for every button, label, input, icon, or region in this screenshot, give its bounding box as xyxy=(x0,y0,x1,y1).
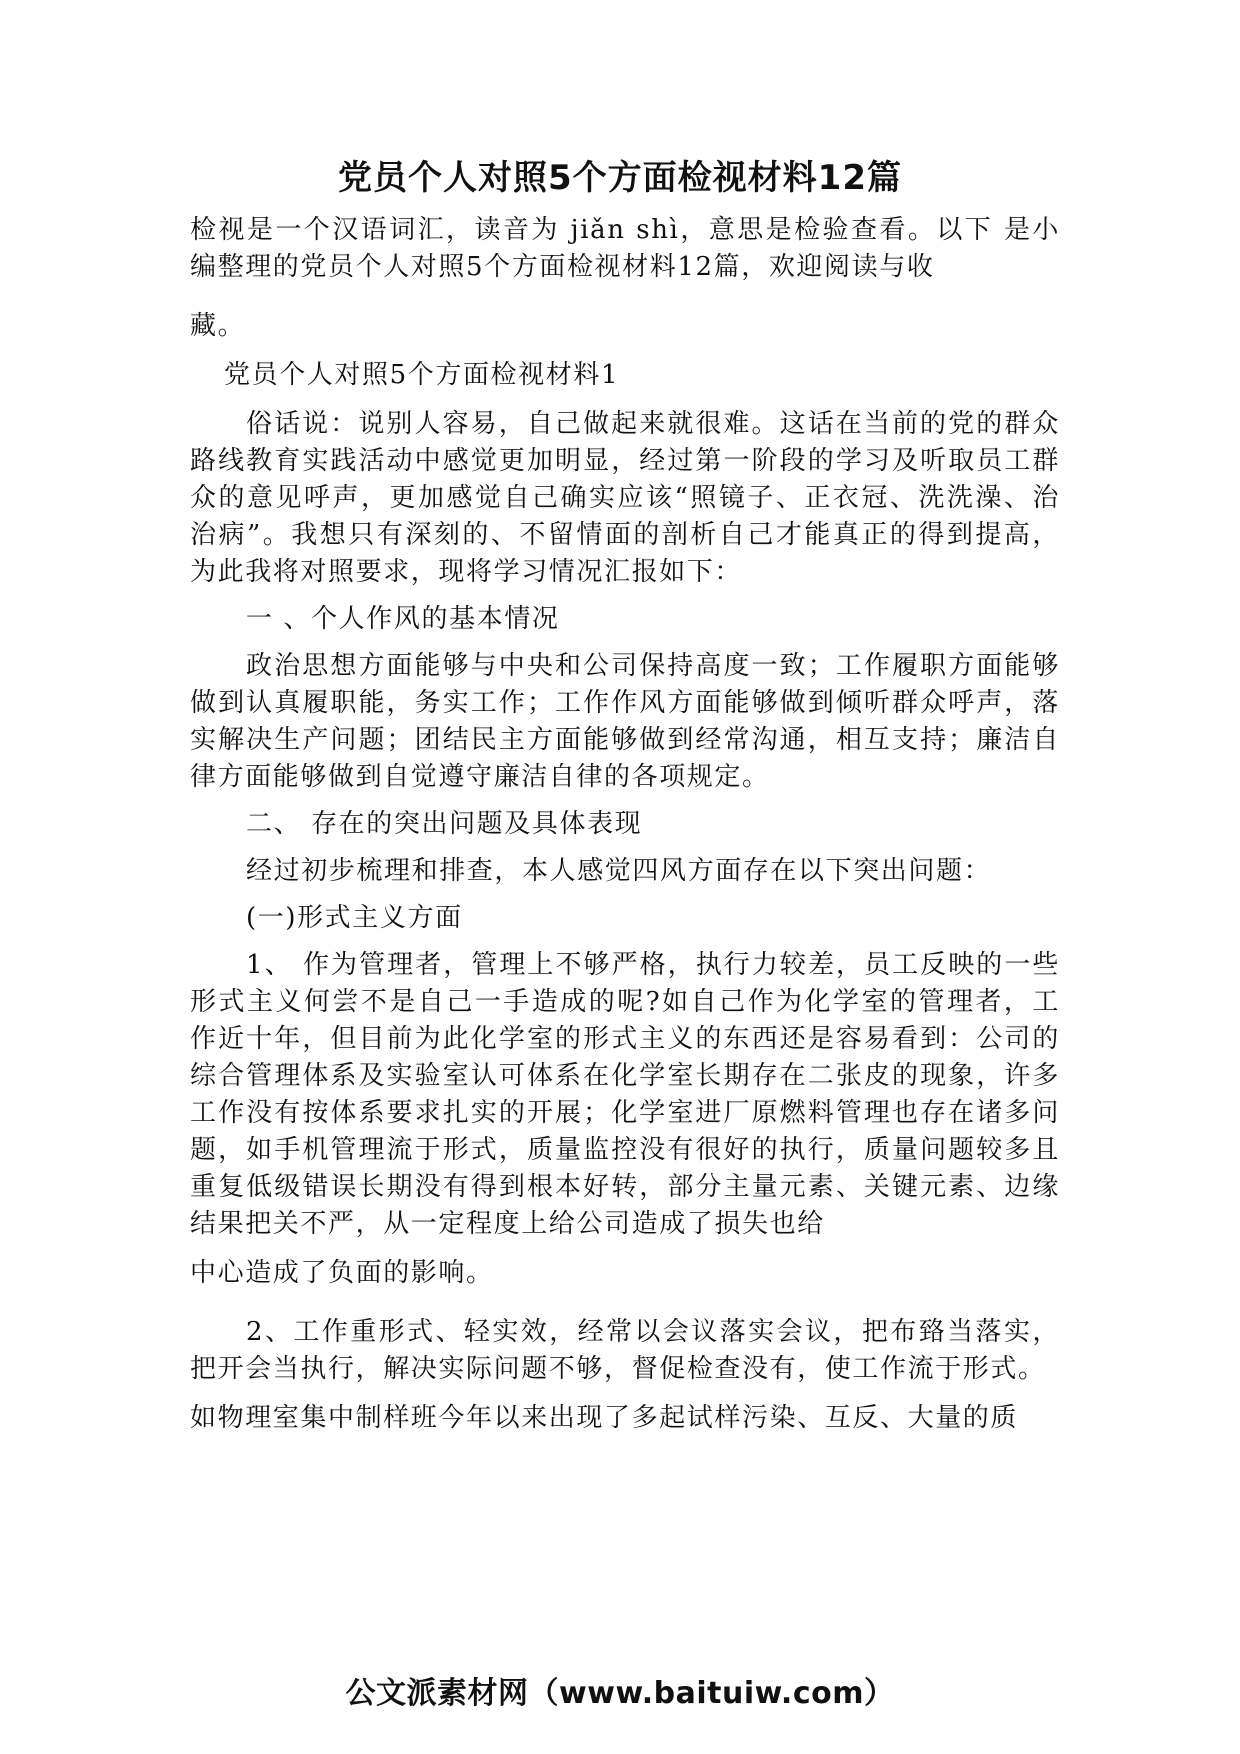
intro-paragraph: 检视是一个汉语词汇，读音为 jiǎn shì，意思是检验查看。以下 是小编整理的党员个人对照5个方面检视材料12篇，欢迎阅读与收 xyxy=(190,215,1060,282)
body-paragraph: 2、工作重形式、轻实效，经常以会议落实会议，把布臵当落实，把开会当执行，解决实际问题不够，督促检查没有，使工作流于形式。 xyxy=(190,1317,1060,1384)
body-paragraph: 政治思想方面能够与中央和公司保持高度一致；工作履职方面能够做到认真履职能，务实工作；工作作风方面能够做到倾听群众呼声，落实解决生产问题；团结民主方面能够做到经常沟通，相互支持；廉洁自律方面能够做到自觉遵守廉洁自律的各项规定。 xyxy=(190,651,1060,792)
document-body xyxy=(190,212,1060,1437)
document-title: 党员个人对照5个方面检视材料12篇 xyxy=(338,158,902,198)
body-paragraph-continued: 中心造成了负面的影响。 xyxy=(190,1258,494,1288)
subheading: 一 、个人作风的基本情况 xyxy=(246,604,560,634)
subheading: 二、 存在的突出问题及具体表现 xyxy=(246,809,643,839)
page-footer: 公文派素材网（www.baituiw.com） xyxy=(345,1676,895,1711)
section-heading: 党员个人对照5个方面检视材料1 xyxy=(224,360,620,390)
intro-paragraph-continued: 藏。 xyxy=(190,311,246,341)
body-paragraph: 经过初步梳理和排查，本人感觉四风方面存在以下突出问题： xyxy=(246,856,992,886)
body-paragraph: 俗话说：说别人容易，自己做起来就很难。这话在当前的党的群众路线教育实践活动中感觉更加明显，经过第一阶段的学习及听取员工群众的意见呼声，更加感觉自己确实应该“照镜子、正衣冠、洗洗澡、治治病”。我想只有深刻的、不留情面的剖析自己才能真正的得到提高，为此我将对照要求，现将学习情况汇报如下： xyxy=(190,409,1060,587)
subheading: (一)形式主义方面 xyxy=(246,903,463,933)
body-paragraph: 1、 作为管理者，管理上不够严格，执行力较差，员工反映的一些形式主义何尝不是自己一手造成的呢?如自己作为化学室的管理者，工作近十年，但目前为此化学室的形式主义的东西还是容易看到：公司的综合管理体系及实验室认可体系在化学室长期存在二张皮的现象，许多工作没有按体系要求扎实的开展；化学室进厂原燃料管理也存在诸多问题，如手机管理流于形式，质量监控没有很好的执行，质量问题较多且重复低级错误长期没有得到根本好转，部分主量元素、关键元素、边缘结果把关不严，从一定程度上给公司造成了损失也给 xyxy=(190,950,1060,1239)
body-paragraph-continued: 如物理室集中制样班今年以来出现了多起试样污染、互反、大量的质 xyxy=(190,1403,1019,1433)
